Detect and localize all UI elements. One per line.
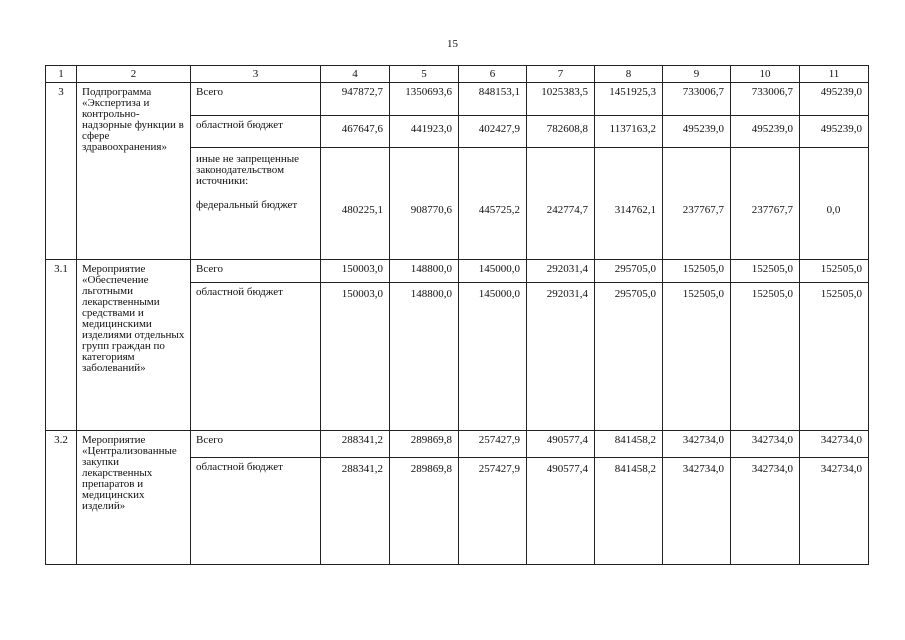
value-cell: 495239,0 (800, 116, 869, 148)
value-cell: 314762,1 (595, 148, 663, 260)
value-cell: 288341,2 (321, 458, 390, 565)
program-name: Подпрограмма «Экспертиза и контрольно-надзорные функции в сфере здравоохранения» (77, 83, 191, 260)
value-cell: 150003,0 (321, 283, 390, 431)
value-cell: 152505,0 (663, 283, 731, 431)
value-cell: 288341,2 (321, 431, 390, 458)
value-cell: 733006,7 (663, 83, 731, 116)
header-cell: 2 (77, 66, 191, 83)
value-cell: 152505,0 (731, 260, 800, 283)
other-sources-label: иные не запрещенные законодательством источники: (196, 153, 300, 187)
budget-table (45, 65, 869, 565)
table-row (46, 431, 869, 458)
value-cell: 289869,8 (390, 431, 459, 458)
source-label (191, 148, 321, 260)
value-cell: 152505,0 (800, 260, 869, 283)
value-cell: 495239,0 (663, 116, 731, 148)
table-row (46, 260, 869, 283)
value-cell: 1451925,3 (595, 83, 663, 116)
source-label: областной бюджет (191, 116, 321, 148)
value-cell: 152505,0 (800, 283, 869, 431)
row-number: 3 (46, 83, 77, 260)
value-cell: 152505,0 (731, 283, 800, 431)
header-cell: 10 (731, 66, 800, 83)
source-label: Всего (191, 83, 321, 116)
value-cell: 342734,0 (731, 431, 800, 458)
value-cell: 0,0 (800, 148, 869, 260)
value-cell: 342734,0 (731, 458, 800, 565)
value-cell: 490577,4 (527, 431, 595, 458)
value-cell: 242774,7 (527, 148, 595, 260)
value-cell: 145000,0 (459, 283, 527, 431)
program-name: Мероприятие «Централизованные закупки лекарственных препаратов и медицинских изделий» (77, 431, 191, 565)
header-cell: 9 (663, 66, 731, 83)
federal-label: федеральный бюджет (196, 199, 298, 211)
header-cell: 4 (321, 66, 390, 83)
source-label: областной бюджет (191, 458, 321, 565)
value-cell: 148800,0 (390, 260, 459, 283)
value-cell: 342734,0 (663, 458, 731, 565)
value-cell: 257427,9 (459, 458, 527, 565)
value-cell: 292031,4 (527, 260, 595, 283)
value-cell: 782608,8 (527, 116, 595, 148)
value-cell: 152505,0 (663, 260, 731, 283)
header-row (46, 66, 869, 83)
value-cell: 848153,1 (459, 83, 527, 116)
value-cell: 402427,9 (459, 116, 527, 148)
header-cell: 5 (390, 66, 459, 83)
header-cell: 7 (527, 66, 595, 83)
value-cell: 257427,9 (459, 431, 527, 458)
header-cell: 6 (459, 66, 527, 83)
value-cell: 841458,2 (595, 431, 663, 458)
source-label: Всего (191, 260, 321, 283)
table-row (46, 83, 869, 116)
value-cell: 342734,0 (800, 431, 869, 458)
page-number: 15 (447, 38, 458, 50)
value-cell: 1350693,6 (390, 83, 459, 116)
value-cell: 445725,2 (459, 148, 527, 260)
header-cell: 1 (46, 66, 77, 83)
value-cell: 148800,0 (390, 283, 459, 431)
value-cell: 908770,6 (390, 148, 459, 260)
header-cell: 3 (191, 66, 321, 83)
value-cell: 295705,0 (595, 283, 663, 431)
value-cell: 495239,0 (731, 116, 800, 148)
source-label: областной бюджет (191, 283, 321, 431)
value-cell: 441923,0 (390, 116, 459, 148)
value-cell: 841458,2 (595, 458, 663, 565)
value-cell: 237767,7 (663, 148, 731, 260)
header-cell: 11 (800, 66, 869, 83)
value-cell: 733006,7 (731, 83, 800, 116)
value-cell: 342734,0 (663, 431, 731, 458)
value-cell: 150003,0 (321, 260, 390, 283)
value-cell: 490577,4 (527, 458, 595, 565)
source-label: Всего (191, 431, 321, 458)
value-cell: 480225,1 (321, 148, 390, 260)
value-cell: 289869,8 (390, 458, 459, 565)
row-number: 3.2 (46, 431, 77, 565)
value-cell: 495239,0 (800, 83, 869, 116)
row-number: 3.1 (46, 260, 77, 431)
value-cell: 145000,0 (459, 260, 527, 283)
header-cell: 8 (595, 66, 663, 83)
value-cell: 947872,7 (321, 83, 390, 116)
value-cell: 467647,6 (321, 116, 390, 148)
value-cell: 237767,7 (731, 148, 800, 260)
program-name: Мероприятие «Обеспечение льготными лекарственными средствами и медицинскими изделиями отдельных групп граждан по категориям заболеваний» (77, 260, 191, 431)
value-cell: 342734,0 (800, 458, 869, 565)
value-cell: 295705,0 (595, 260, 663, 283)
value-cell: 1025383,5 (527, 83, 595, 116)
value-cell: 1137163,2 (595, 116, 663, 148)
value-cell: 292031,4 (527, 283, 595, 431)
